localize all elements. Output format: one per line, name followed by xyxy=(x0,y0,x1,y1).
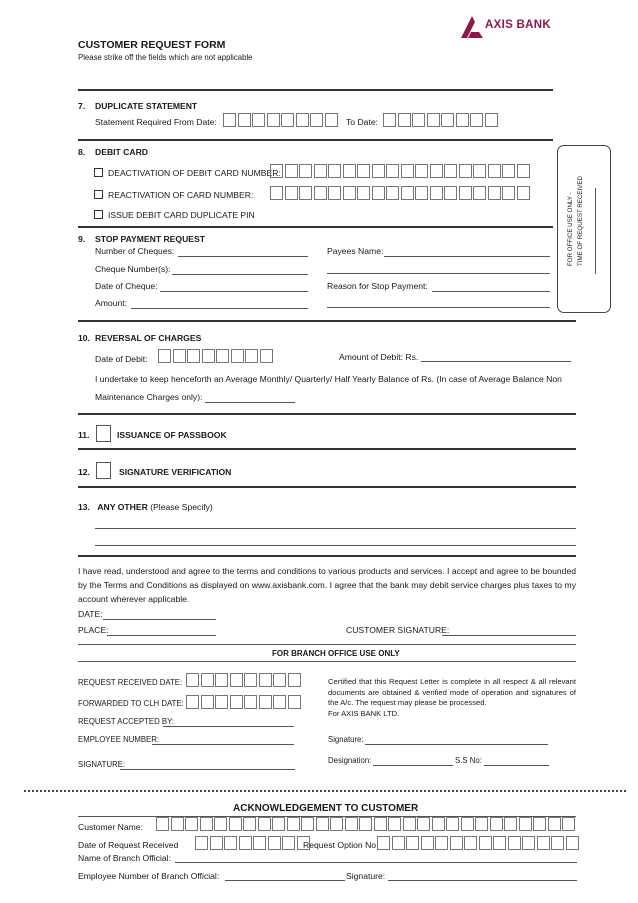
sno-label: S.S No: xyxy=(455,756,482,765)
duplicate-pin-label: ISSUE DEBIT CARD DUPLICATE PIN xyxy=(108,210,255,220)
section-12-number: 12. xyxy=(78,467,90,477)
ack-title: ACKNOWLEDGEMENT TO CUSTOMER xyxy=(233,803,419,814)
forwarded-clh-date-boxes[interactable] xyxy=(186,695,302,709)
reason-field[interactable] xyxy=(432,291,550,292)
place-label: PLACE: xyxy=(78,625,109,635)
section-13-number: 13. xyxy=(78,502,90,512)
payee-field[interactable] xyxy=(384,256,550,257)
cheque-date-field[interactable] xyxy=(160,291,308,292)
section-10-title: REVERSAL OF CHARGES xyxy=(95,333,202,343)
office-use-time-label: TIME OF REQUEST RECEIVED xyxy=(577,176,584,266)
cut-line xyxy=(24,790,626,792)
office-use-time-line xyxy=(595,188,596,274)
divider xyxy=(78,89,553,91)
signature-verification-checkbox[interactable] xyxy=(96,462,111,479)
cheques-count-field[interactable] xyxy=(178,256,308,257)
any-other-field-2[interactable] xyxy=(95,545,576,546)
debit-date-label: Date of Debit: xyxy=(95,354,148,364)
reason-label: Reason for Stop Payment: xyxy=(327,281,428,291)
request-accepted-label: REQUEST ACCEPTED BY: xyxy=(78,717,175,726)
section-9-number: 9. xyxy=(78,234,86,244)
undertaking-text: I undertake to keep henceforth an Average Monthly/ Quarterly/ Half Yearly Balance of Rs. (In case of Average Balance Non xyxy=(95,374,562,384)
designation-field[interactable] xyxy=(373,765,453,766)
customer-name-boxes[interactable] xyxy=(156,817,577,831)
cheque-numbers-label: Cheque Number(s): xyxy=(95,264,171,274)
payee-label: Payees Name: xyxy=(327,246,384,256)
section-7-title: DUPLICATE STATEMENT xyxy=(95,101,198,111)
employee-number-official-label: Employee Number of Branch Official: xyxy=(78,871,220,881)
certifier-signature-field[interactable] xyxy=(365,744,548,745)
customer-signature-field[interactable] xyxy=(442,635,576,636)
certification-text: Certified that this Request Letter is complete in all respect & all relevant documents are obtained & verified mode of operation and signatures of the A/c. The request may please be processed. For AXIS BANK LTD. xyxy=(328,677,576,718)
section-10-number: 10. xyxy=(78,333,90,343)
undertaking-cont-text: Maintenance Charges only): xyxy=(95,392,203,402)
office-use-label: FOR OFFICE USE ONLY - xyxy=(567,192,574,266)
form-subtitle: Please strike off the fields which are not applicable xyxy=(78,53,253,62)
place-field[interactable] xyxy=(107,635,216,636)
ack-signature-label: Signature: xyxy=(346,871,386,881)
office-use-box[interactable] xyxy=(557,145,611,313)
divider xyxy=(78,661,576,662)
debit-amount-field[interactable] xyxy=(421,361,571,362)
forwarded-clh-label: FORWARDED TO CLH DATE: xyxy=(78,699,184,708)
cheque-numbers-field[interactable] xyxy=(172,274,308,275)
customer-name-label: Customer Name: xyxy=(78,822,143,832)
deactivation-label: DEACTIVATION OF DEBIT CARD NUMBER: xyxy=(108,168,281,178)
axis-bank-logo-icon xyxy=(459,15,485,39)
debit-amount-label: Amount of Debit: Rs. xyxy=(339,352,419,362)
reactivation-card-boxes[interactable] xyxy=(270,186,531,200)
divider xyxy=(78,320,576,322)
employee-number-label: EMPLOYEE NUMBER: xyxy=(78,735,160,744)
section-7-number: 7. xyxy=(78,101,86,111)
cheque-date-label: Date of Cheque: xyxy=(95,281,158,291)
date-received-boxes[interactable] xyxy=(195,836,311,850)
request-received-date-boxes[interactable] xyxy=(186,673,302,687)
duplicate-pin-checkbox[interactable] xyxy=(94,210,103,219)
branch-signature-label: SIGNATURE: xyxy=(78,760,126,769)
date-field[interactable] xyxy=(103,619,216,620)
customer-signature-label: CUSTOMER SIGNATURE: xyxy=(346,625,450,635)
section-13-hint: (Please Specify) xyxy=(150,502,213,512)
branch-official-label: Name of Branch Official: xyxy=(78,853,171,863)
section-13-title: ANY OTHER xyxy=(97,502,148,512)
reactivation-label: REACTIVATION OF CARD NUMBER: xyxy=(108,190,254,200)
statement-from-date-boxes[interactable] xyxy=(223,113,339,127)
deactivation-card-boxes[interactable] xyxy=(270,164,531,178)
any-other-field-1[interactable] xyxy=(95,528,576,529)
branch-official-field[interactable] xyxy=(175,862,577,863)
branch-signature-field[interactable] xyxy=(120,769,295,770)
deactivation-checkbox[interactable] xyxy=(94,168,103,177)
divider xyxy=(78,555,576,557)
cheques-count-label: Number of Cheques: xyxy=(95,246,175,256)
amount-field[interactable] xyxy=(131,308,308,309)
divider xyxy=(78,448,576,450)
statement-to-date-boxes[interactable] xyxy=(383,113,499,127)
date-label: DATE: xyxy=(78,609,103,619)
section-11-number: 11. xyxy=(78,430,90,440)
passbook-checkbox[interactable] xyxy=(96,425,111,442)
request-accepted-field[interactable] xyxy=(163,726,294,727)
request-option-boxes[interactable] xyxy=(377,836,580,850)
divider xyxy=(78,226,553,228)
date-received-label: Date of Request Received xyxy=(78,840,179,850)
logo-text: AXIS BANK xyxy=(485,19,551,31)
declaration-text: I have read, understood and agree to the terms and conditions to various products and services. I accept and agree to be bounded by the Terms and Conditions as displayed on www.axisbank.com. I agree that the bank may debit service charges plus taxes to my account wherever applicable. xyxy=(78,566,576,604)
reactivation-checkbox[interactable] xyxy=(94,190,103,199)
section-8-number: 8. xyxy=(78,147,86,157)
section-12-title: SIGNATURE VERIFICATION xyxy=(119,467,232,477)
section-8-title: DEBIT CARD xyxy=(95,147,148,157)
payee-field-2[interactable] xyxy=(327,273,550,274)
request-option-label: Request Option No xyxy=(303,840,377,850)
designation-label: Designation: xyxy=(328,756,372,765)
divider xyxy=(78,644,576,645)
sno-field[interactable] xyxy=(484,765,549,766)
employee-number-field[interactable] xyxy=(152,744,294,745)
amount-label: Amount: xyxy=(95,298,128,308)
certifier-signature-label: Signature: xyxy=(328,735,364,744)
divider xyxy=(78,413,576,415)
request-received-label: REQUEST RECEIVED DATE: xyxy=(78,678,183,687)
reason-field-2[interactable] xyxy=(327,307,550,308)
for-axis-bank: For AXIS BANK LTD. xyxy=(328,708,400,718)
section-9-title: STOP PAYMENT REQUEST xyxy=(95,234,205,244)
debit-date-boxes[interactable] xyxy=(158,349,274,363)
section-11-title: ISSUANCE OF PASSBOOK xyxy=(117,430,227,440)
employee-number-official-field[interactable] xyxy=(225,880,345,881)
ack-signature-field[interactable] xyxy=(388,880,577,881)
statement-to-label: To Date: xyxy=(346,117,379,127)
divider xyxy=(78,139,553,141)
average-balance-field[interactable] xyxy=(205,402,295,403)
divider xyxy=(78,486,576,488)
branch-use-title: FOR BRANCH OFFICE USE ONLY xyxy=(272,649,400,658)
form-title: CUSTOMER REQUEST FORM xyxy=(78,39,226,51)
statement-from-label: Statement Required From Date: xyxy=(95,117,217,127)
